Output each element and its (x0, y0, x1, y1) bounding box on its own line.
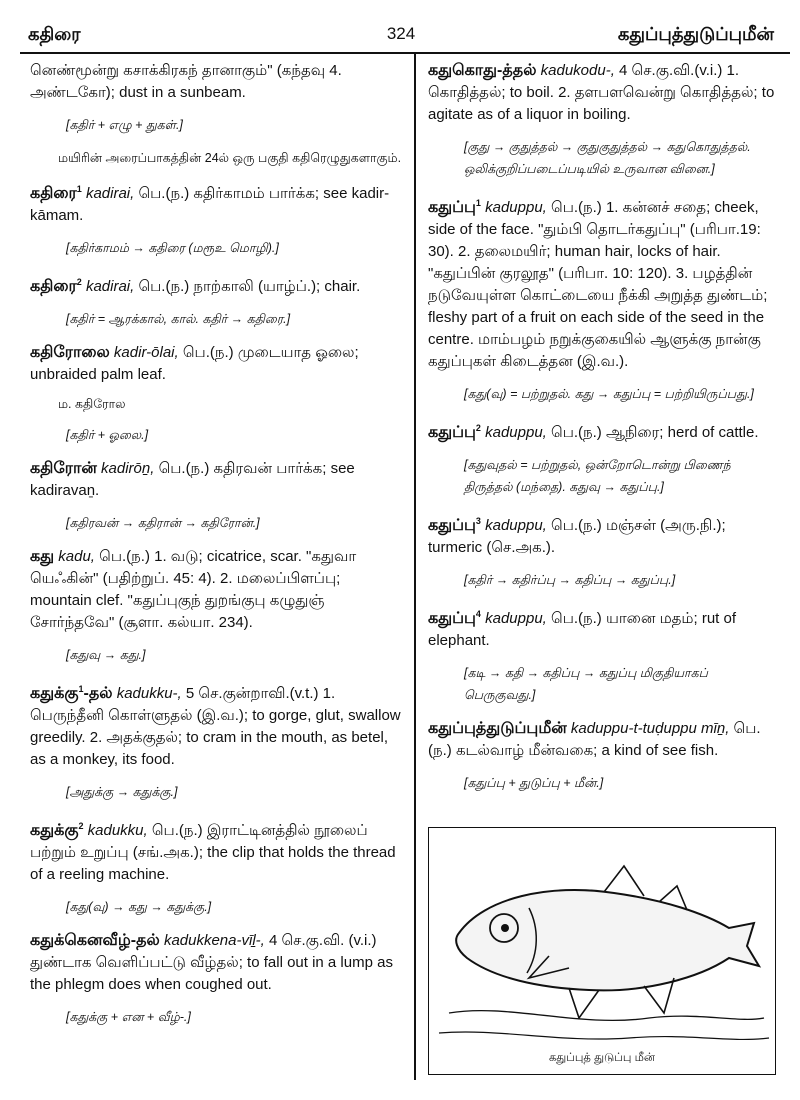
dictionary-entry (30, 178, 402, 227)
fish-illustration (428, 827, 776, 1075)
headword: கதுக்கு (30, 822, 79, 839)
figure-caption: கதுப்புத் துடுப்பு மீன் (548, 1052, 656, 1064)
right-column (428, 60, 782, 806)
headword: கதிரை (30, 278, 77, 295)
headword: கதிரை (30, 185, 77, 202)
etymology: [கதிர் = ஆரக்கால், கால். கதிர் → கதிரை.] (66, 312, 291, 326)
homonym-number: 2 (76, 277, 82, 287)
page-header (28, 24, 774, 50)
dictionary-entry (428, 603, 782, 652)
dictionary-entry (30, 458, 402, 502)
homonym-number: 4 (475, 609, 481, 619)
etymology: [கதிரவன் → கதிரான் → கதிரோன்.] (66, 516, 260, 530)
header-left-guideword: கதிரை (28, 24, 81, 44)
transliteration: kadu, (58, 548, 95, 565)
headword: கதுப்பு (428, 424, 476, 441)
headword: கதுக்கு (30, 685, 79, 702)
dictionary-entry (30, 271, 402, 298)
transliteration: kadirai, (85, 278, 135, 295)
homonym-number: 1 (76, 184, 82, 194)
headword: கதுப்பு (428, 517, 476, 534)
etymology: [கதிர் → கதிர்ப்பு → கதிப்பு → கதுப்பு.] (464, 573, 676, 587)
dictionary-entry (30, 930, 402, 996)
etymology: [குது → குதுத்தல் → குதுகுதுத்தல் → கதுகொதுத்தல். ஒலிக்குறிப்படைப்படியில் உருவான வினை.] (464, 140, 751, 176)
transliteration: kadukku, (87, 822, 148, 839)
definition: பெ.(ந.) 1. வடு; cicatrice, scar. "கதுவா யெஃகின்" (பதிற்றுப். 45: 4). 2. மலைப்பிளப்பு; mountain clef. "கதுப்புகுந் துறங்குபு கழுதுஞ் சோர்ந்தவே" (சூளா. கல்யா. 234). (30, 548, 357, 631)
etymology: [கதுவுதல் = பற்றுதல், ஒன்றோடொன்று பிணைந் திருத்தல் (மந்தை). கதுவு → கதுப்பு.] (464, 458, 731, 494)
etymology: [கதிர் + எழு + துகள்.] (66, 118, 183, 132)
transliteration: kadukodu-, (540, 62, 615, 79)
etymology: [அதுக்கு → கதுக்கு.] (66, 785, 178, 799)
headword: கது (30, 548, 55, 565)
dictionary-entry (30, 546, 402, 634)
transliteration: kaduppu-t-tuḍuppu mīṉ, (570, 720, 730, 737)
transliteration: kadukku-, (116, 685, 182, 702)
transliteration: kaduppu, (485, 199, 547, 216)
headword: கதிரோன் (30, 460, 97, 477)
headword: கதுப்பு (428, 199, 476, 216)
dictionary-entry (428, 60, 782, 126)
dictionary-entry (428, 510, 782, 559)
etymology: [கதுப்பு + துடுப்பு + மீன்.] (464, 776, 604, 790)
etymology: [கதிர் + ஓலை.] (66, 428, 149, 442)
transliteration: kadirai, (85, 185, 135, 202)
column-divider (414, 54, 416, 1080)
headword: கதுப்புத்துடுப்புமீன் (428, 720, 567, 737)
dictionary-entry (30, 342, 402, 386)
definition: பெ.(ந.) 1. கன்னச் சதை; cheek, side of the face. "தும்பி தொடர்கதுப்பு" (பரிபா.19: 30). 2. தலைமயிர்; human hair, locks of hair. "கதுப்பின் குரலூத" (பரிபா. 10: 120). 3. பழத்தின் நடுவேயுள்ள கொட்டையை நீக்கி அறுத்த துண்டம்; fleshy part of a fruit on each side of the seed in the centre. மாம்பழம் நறுக்குகையில் ஆளுக்கு நான்கு கதுப்புகள் கிடைத்தன (இ.வ.). (428, 199, 768, 370)
header-right-guideword: கதுப்புத்துடுப்புமீன் (617, 24, 774, 44)
homonym-number: 1 (78, 684, 84, 694)
etymology: [கது(வு) = பற்றுதல். கது → கதுப்பு = பற்றியிருப்பது.] (464, 387, 754, 401)
homonym-number: 2 (78, 821, 84, 831)
homonym-number: 1 (475, 198, 481, 208)
dictionary-entry (30, 678, 402, 771)
definition: பெ.(ந.) கதிர்காமம் பார்க்க; see kadir-kāmam. (30, 185, 390, 224)
definition: பெ.(ந.) நாற்காலி (யாழ்ப்.); chair. (138, 278, 361, 295)
etymology: [கதுவு → கது.] (66, 648, 146, 662)
continued-entry: னெண்மூன்று கசாக்கிரகந் தானாகும்" (கந்தவு 4. அண்டகோ); dust in a sunbeam. (30, 62, 342, 101)
transliteration: kaduppu, (485, 610, 547, 627)
headword-suffix: -தல் (83, 685, 113, 702)
page-number: 324 (386, 24, 416, 43)
transliteration: kaduppu, (485, 517, 547, 534)
left-column (30, 60, 402, 1040)
definition: பெ.(ந.) கதிரவன் பார்க்க; see kadiravaṉ. (30, 460, 355, 499)
dictionary-entry (428, 718, 782, 762)
definition: பெ.(ந.) ஆநிரை; herd of cattle. (551, 424, 759, 441)
definition: பெ.(ந.) இராட்டினத்தில் நூலைப் பற்றும் உறுப்பு (சங்.அக.); the clip that holds the thread of a reeling machine. (30, 822, 396, 883)
headword: கதிரோலை (30, 344, 110, 361)
definition: 5 செ.குன்றாவி.(v.t.) 1. பெருந்தீனி கொள்ளுதல் (இ.வ.); to gorge, glut, swallow greedily. 2. அதக்குதல்; to cram in the mouth, as betel, as a monkey, its food. (30, 685, 401, 768)
headword: கதுப்பு (428, 610, 476, 627)
header-rule (20, 52, 790, 54)
definition: பெ.(ந.) மஞ்சள் (அரு.நி.); turmeric (செ.அக.). (428, 517, 726, 556)
cognate-note: ம. கதிரோல (58, 397, 126, 411)
headword: கதுக்கெனவீழ்-தல் (30, 932, 160, 949)
definition: 4 செ.கு.வி. (v.i.) துண்டாக வெளிப்பட்டு வீழ்தல்; to fall out in a lump as the phlegm does when coughed out. (30, 932, 393, 993)
entry-note: மயிரின் அரைப்பாகத்தின் 24ல் ஒரு பகுதி கதிரெழுதுகளாகும். (58, 151, 402, 165)
etymology: [கது(வு) → கது → கதுக்கு.] (66, 900, 212, 914)
homonym-number: 3 (475, 516, 481, 526)
definition: பெ.(ந.) கடல்வாழ் மீன்வகை; a kind of see fish. (428, 720, 761, 759)
etymology: [கதிர்காமம் → கதிரை (மரூஉ மொழி).] (66, 241, 279, 255)
etymology: [கடி → கதி → கதிப்பு → கதுப்பு மிகுதியாகப் பெருகுவது.] (464, 666, 708, 702)
definition: பெ.(ந.) முடையாத ஓலை; unbraided palm leaf. (30, 344, 359, 383)
coelacanth-drawing (429, 828, 775, 1074)
dictionary-entry (30, 815, 402, 886)
headword: கதுகொது-த்தல் (428, 62, 537, 79)
transliteration: kadirōṉ, (101, 460, 155, 477)
dictionary-entry (428, 192, 782, 373)
transliteration: kaduppu, (485, 424, 547, 441)
definition: 4 செ.கு.வி.(v.i.) 1. கொதித்தல்; to boil. 2. தளபளவென்று கொதித்தல்; to agitate as of a liquor in boiling. (428, 62, 775, 123)
homonym-number: 2 (475, 423, 481, 433)
dictionary-entry (428, 417, 782, 444)
definition: பெ.(ந.) யானை மதம்; rut of elephant. (428, 610, 737, 649)
transliteration: kadir-ōlai, (113, 344, 179, 361)
transliteration: kadukkena-vīḻ-, (163, 932, 265, 949)
etymology: [கதுக்கு + என + வீழ்-.] (66, 1010, 191, 1024)
